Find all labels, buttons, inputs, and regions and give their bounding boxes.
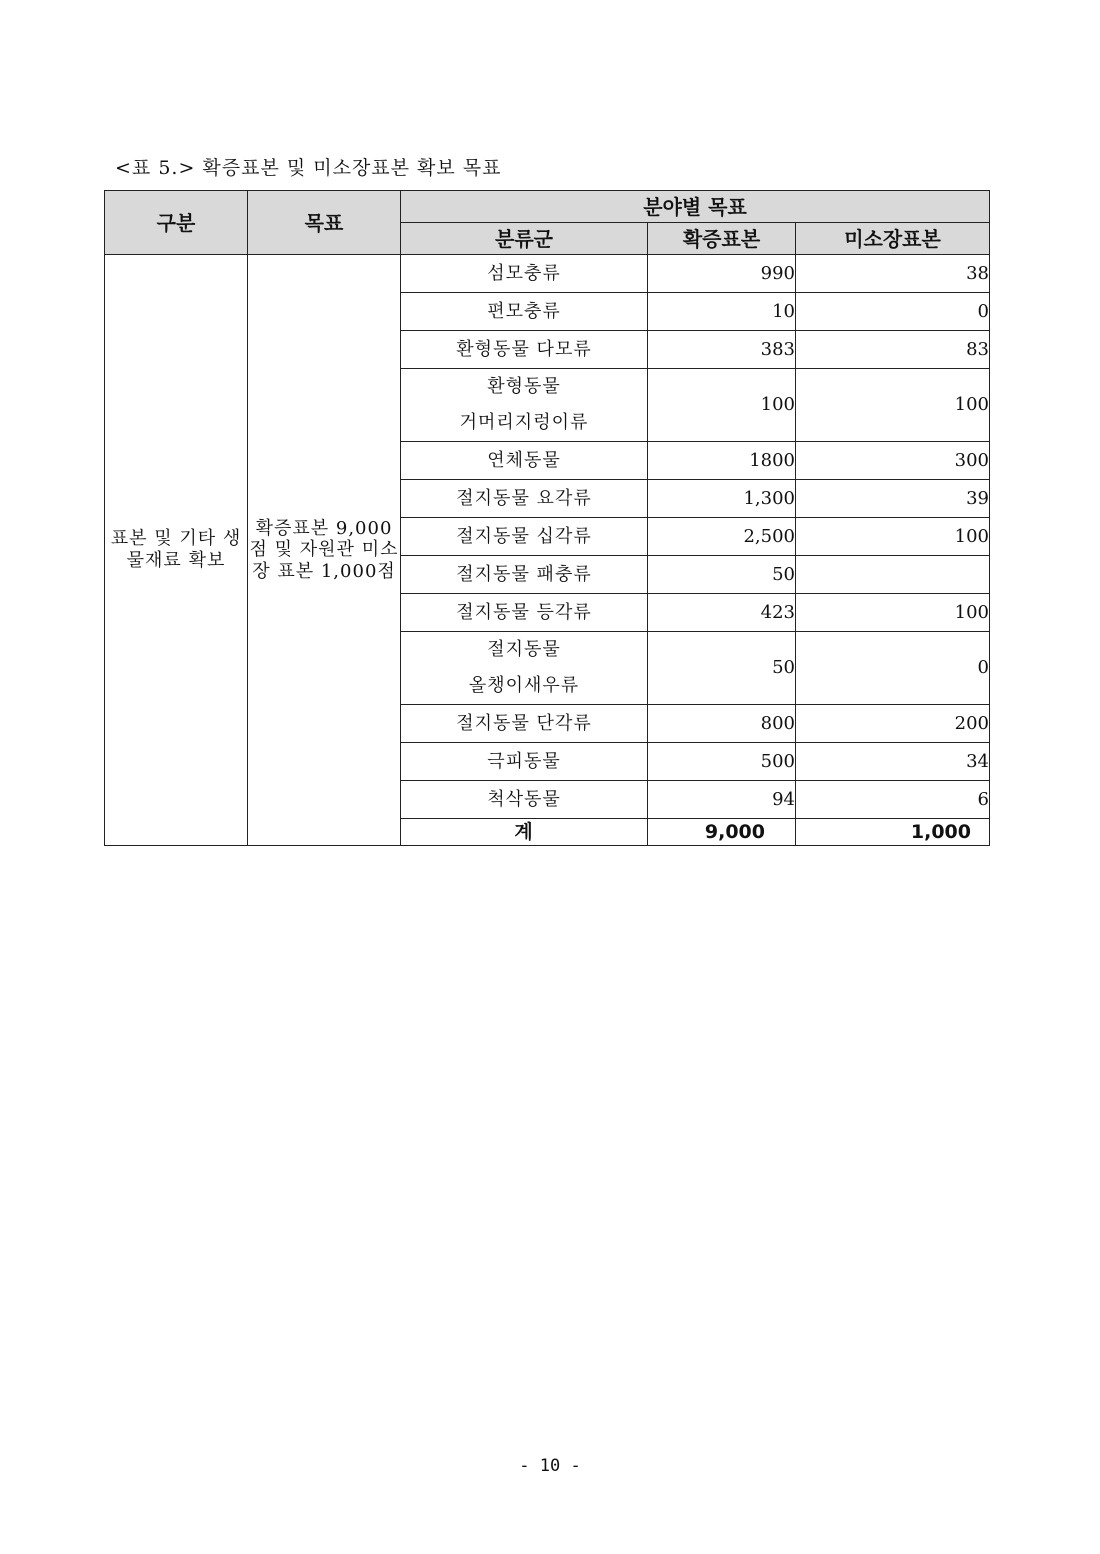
unheld-cell: 38 bbox=[796, 255, 990, 293]
header-unheld: 미소장표본 bbox=[796, 223, 990, 255]
unheld-cell: 200 bbox=[796, 705, 990, 743]
unheld-cell: 0 bbox=[796, 632, 990, 705]
division-line: 기타 bbox=[179, 528, 217, 550]
group-cell: 환형동물 다모류 bbox=[401, 331, 648, 369]
division-line: 확보 bbox=[188, 550, 226, 571]
group-cell bbox=[401, 369, 648, 442]
group-cell: 섬모충류 bbox=[401, 255, 648, 293]
group-cell: 절지동물 요각류 bbox=[401, 480, 648, 518]
group-cell: 편모충류 bbox=[401, 293, 648, 331]
division-line: 표본 및 bbox=[110, 528, 173, 550]
header-group: 분류군 bbox=[401, 223, 648, 255]
target-line: 확증표본 bbox=[255, 517, 330, 539]
group-line: 환형동물 bbox=[487, 376, 561, 397]
total-label: 계 bbox=[401, 819, 648, 846]
unheld-cell: 6 bbox=[796, 781, 990, 819]
unheld-cell: 34 bbox=[796, 743, 990, 781]
target-cell bbox=[248, 255, 401, 846]
target-line: 자원관 bbox=[299, 539, 355, 561]
group-line: 올챙이새우류 bbox=[468, 675, 580, 696]
unheld-cell: 300 bbox=[796, 442, 990, 480]
table-row bbox=[105, 255, 990, 293]
target-line: 1,000점 bbox=[320, 560, 396, 582]
unheld-cell: 100 bbox=[796, 518, 990, 556]
unheld-cell: 39 bbox=[796, 480, 990, 518]
unheld-cell: 100 bbox=[796, 594, 990, 632]
division-cell bbox=[105, 255, 248, 846]
voucher-cell: 50 bbox=[648, 556, 796, 594]
group-line: 절지동물 bbox=[487, 639, 561, 660]
group-cell: 절지동물 등각류 bbox=[401, 594, 648, 632]
target-line: 표본 bbox=[277, 560, 315, 582]
voucher-cell: 100 bbox=[648, 369, 796, 442]
voucher-cell: 383 bbox=[648, 331, 796, 369]
target-line: 미소장 bbox=[252, 539, 399, 582]
target-line: 및 bbox=[274, 539, 294, 561]
voucher-cell: 94 bbox=[648, 781, 796, 819]
voucher-cell: 1800 bbox=[648, 442, 796, 480]
group-line: 거머리지렁이류 bbox=[459, 412, 589, 433]
division-line: 생물재료 bbox=[126, 528, 242, 571]
group-cell: 극피동물 bbox=[401, 743, 648, 781]
specimen-target-table bbox=[104, 190, 990, 846]
header-by-field: 분야별 목표 bbox=[401, 191, 990, 223]
group-cell: 절지동물 패충류 bbox=[401, 556, 648, 594]
voucher-cell: 50 bbox=[648, 632, 796, 705]
group-cell bbox=[401, 632, 648, 705]
table-caption: <표 5.> 확증표본 및 미소장표본 확보 목표 bbox=[115, 157, 502, 179]
voucher-cell: 10 bbox=[648, 293, 796, 331]
target-line: 9,000점 bbox=[249, 517, 393, 561]
voucher-cell: 423 bbox=[648, 594, 796, 632]
unheld-cell: 83 bbox=[796, 331, 990, 369]
total-voucher: 9,000 bbox=[648, 819, 796, 846]
total-unheld: 1,000 bbox=[796, 819, 990, 846]
unheld-cell: 100 bbox=[796, 369, 990, 442]
group-cell: 척삭동물 bbox=[401, 781, 648, 819]
group-cell: 연체동물 bbox=[401, 442, 648, 480]
header-division: 구분 bbox=[105, 191, 248, 255]
voucher-cell: 1,300 bbox=[648, 480, 796, 518]
group-cell: 절지동물 단각류 bbox=[401, 705, 648, 743]
voucher-cell: 800 bbox=[648, 705, 796, 743]
voucher-cell: 2,500 bbox=[648, 518, 796, 556]
voucher-cell: 500 bbox=[648, 743, 796, 781]
header-target: 목표 bbox=[248, 191, 401, 255]
page-number: - 10 - bbox=[519, 1456, 581, 1476]
header-voucher: 확증표본 bbox=[648, 223, 796, 255]
group-cell: 절지동물 십각류 bbox=[401, 518, 648, 556]
unheld-cell: 0 bbox=[796, 293, 990, 331]
voucher-cell: 990 bbox=[648, 255, 796, 293]
unheld-cell bbox=[796, 556, 990, 594]
